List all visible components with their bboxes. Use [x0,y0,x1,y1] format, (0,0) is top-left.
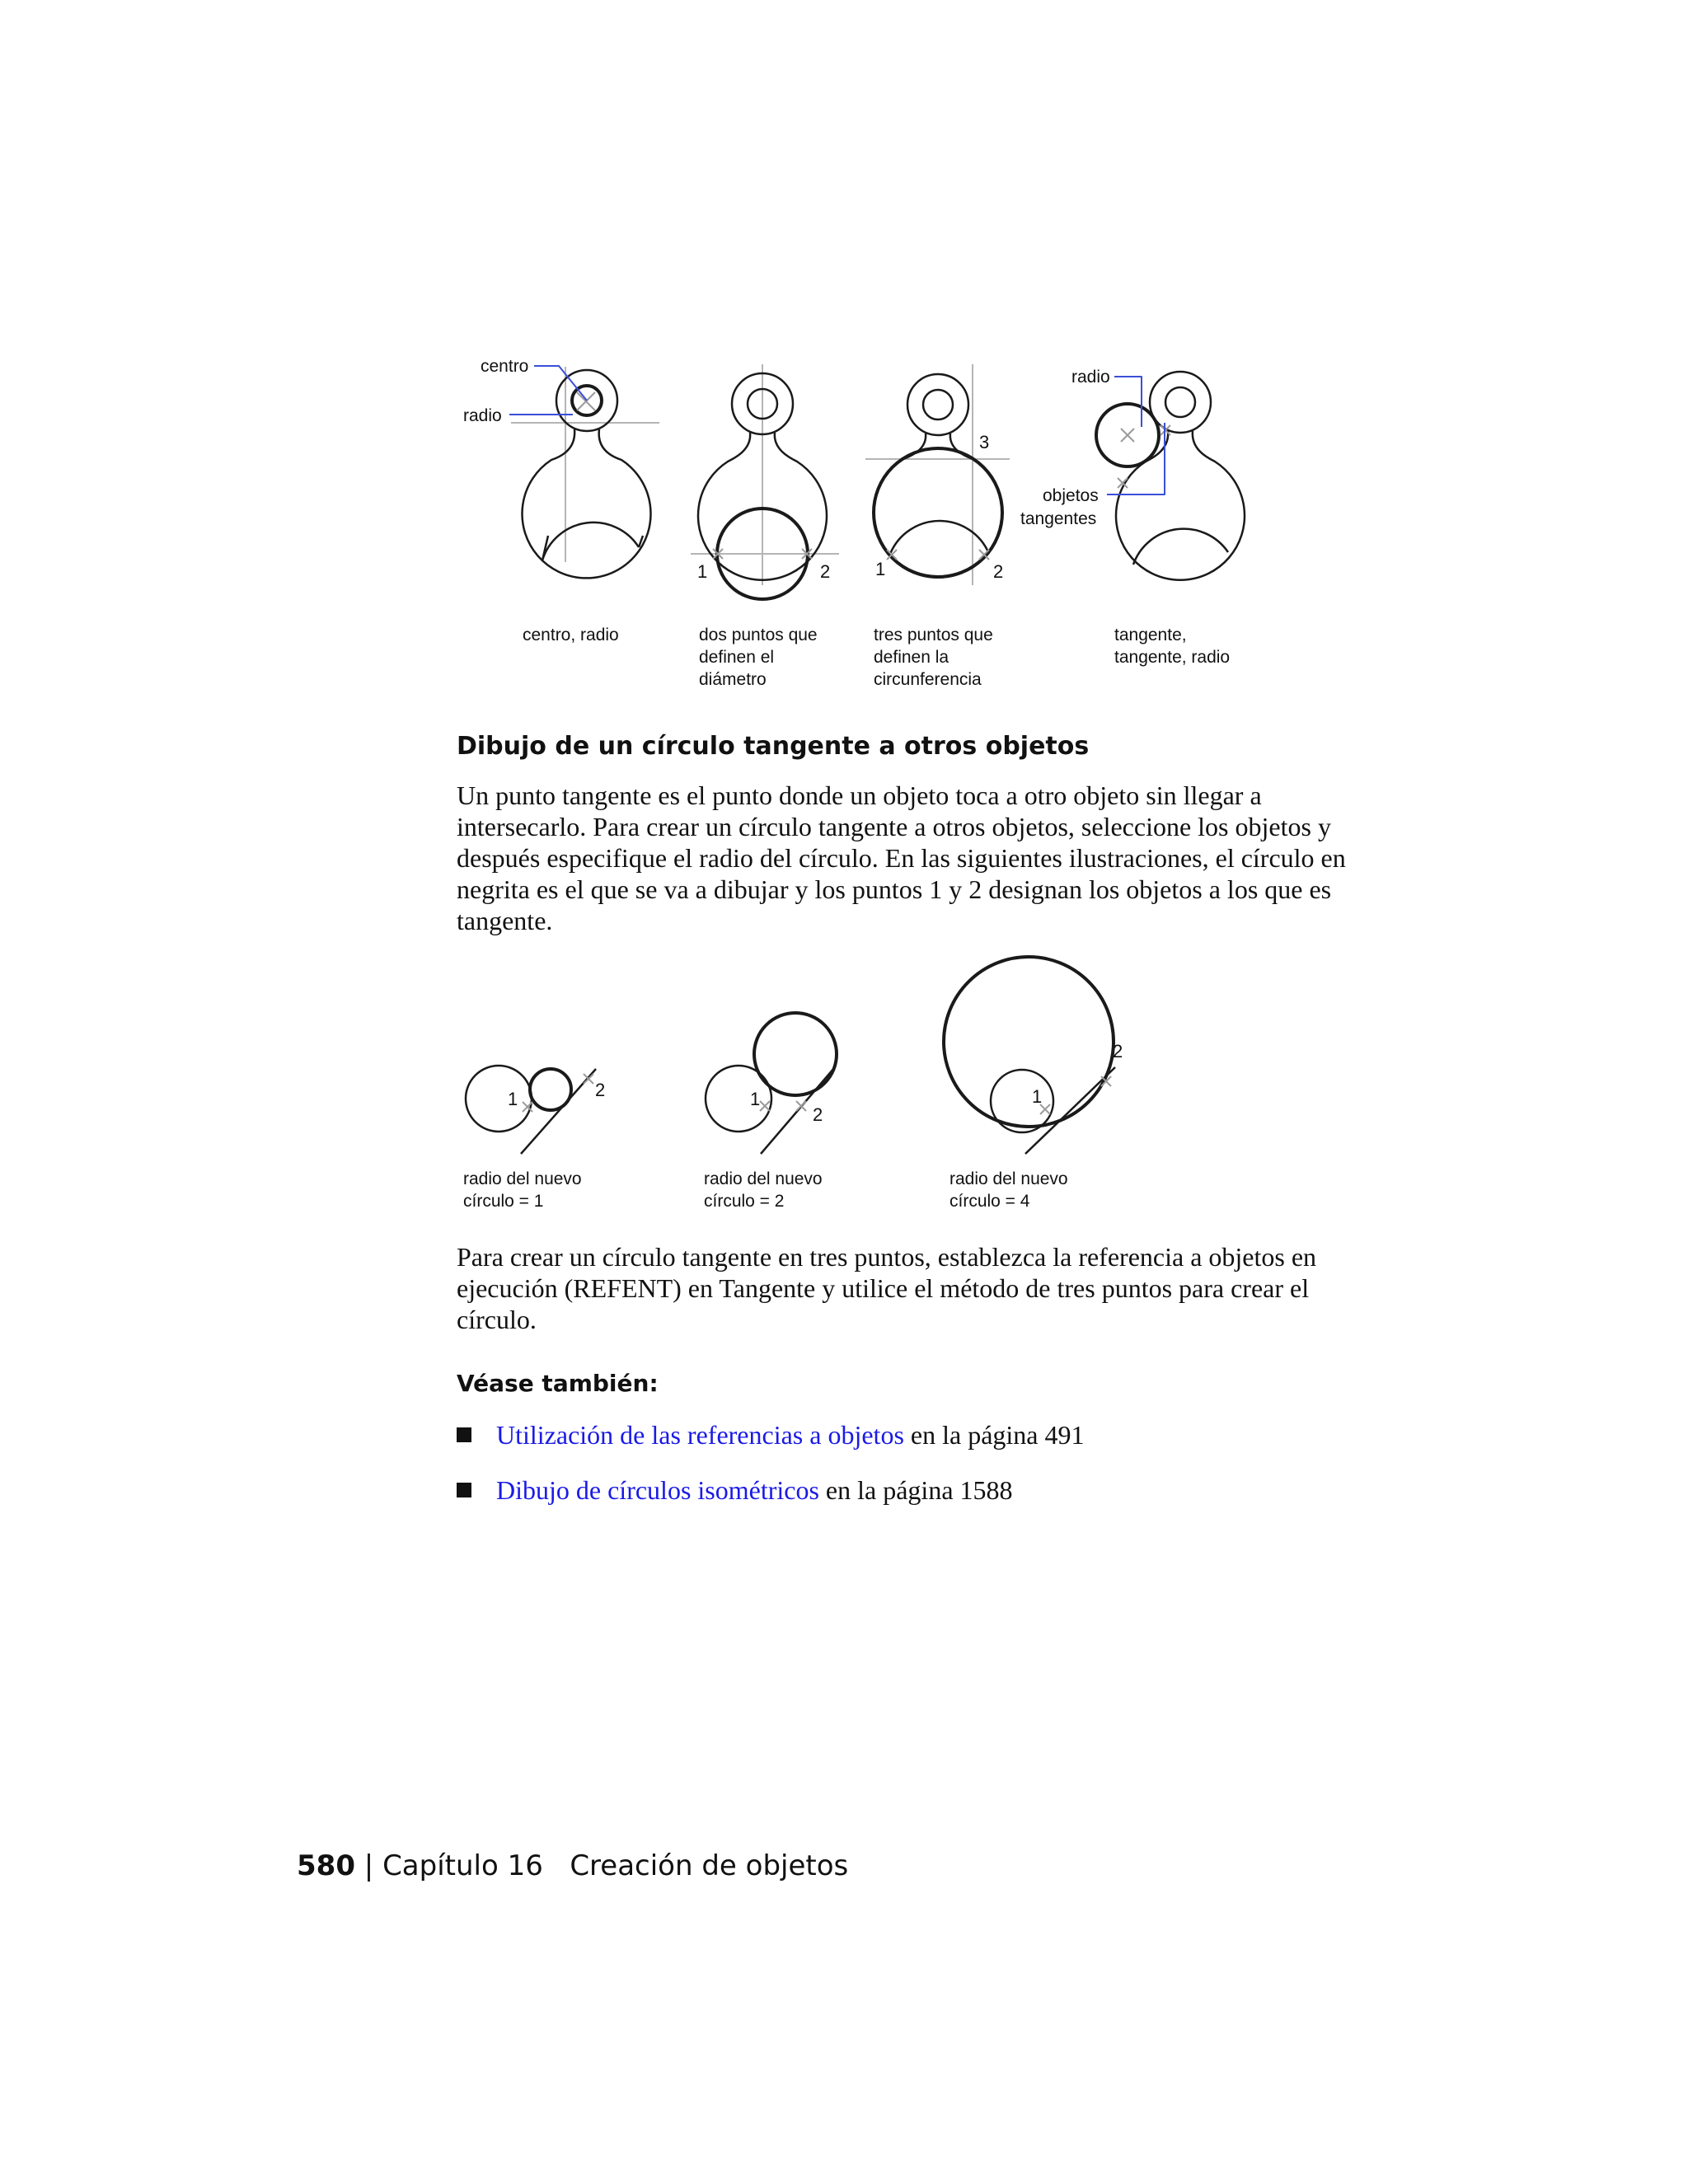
caption-line: centro, radio [523,626,619,644]
see-also-page-ref: en la página 491 [903,1419,1085,1450]
bullet-icon [457,1427,471,1442]
panel-tres-puntos [865,364,1010,585]
chapter-label: Capítulo 16 [382,1849,543,1882]
point-2: 2 [993,561,1004,582]
see-also-page-ref: en la página 1588 [818,1474,1013,1505]
caption-line: tres puntos que [874,626,993,644]
caption-line: dos puntos que [699,626,818,644]
label-radio: radio [463,406,502,425]
caption-line: círculo = 1 [463,1192,544,1211]
tangent-circles-figure [0,956,1688,1220]
captions-figure1 [523,626,1230,689]
captions-figure2 [463,1169,1068,1211]
point-2: 2 [813,1104,823,1125]
page-number: 580 [297,1849,355,1882]
see-also-item [457,1474,1084,1506]
tangent-example-2 [706,1013,837,1154]
point-2: 2 [595,1080,606,1100]
panel-tangente-tangente-radio [1096,372,1245,580]
caption-line: círculo = 2 [704,1192,785,1211]
label-centro: centro [481,357,529,376]
circle-methods-figure [0,346,1688,692]
label-tangentes: tangentes [1020,509,1097,528]
label-radio-panel4: radio [1071,368,1110,387]
point-1: 1 [1032,1086,1043,1107]
see-also-link[interactable]: Dibujo de círculos isométricos [496,1474,819,1505]
caption-line: radio del nuevo [950,1169,1068,1188]
bullet-icon [457,1483,471,1497]
point-1: 1 [875,559,886,579]
see-also-item [457,1419,1084,1451]
point-1: 1 [750,1089,761,1109]
point-3: 3 [979,432,990,452]
label-objetos: objetos [1043,486,1099,505]
caption-line: círculo = 4 [950,1192,1030,1211]
caption-line: tangente, radio [1114,648,1231,667]
footer-separator: | [354,1849,383,1882]
point-1: 1 [697,561,708,582]
paragraph: Un punto tangente es el punto donde un objeto toca a otro objeto sin llegar a intersecarlo. Para crear un círculo tangente a otros objetos, seleccione los objetos y después especifique el radio del círculo. En las siguientes ilustraciones, el círculo en negrita es el que se va a dibujar y los puntos 1 y 2 designan los objetos a los que es tangente. [457,780,1346,935]
caption-line: radio del nuevo [463,1169,582,1188]
page-footer [297,1849,848,1882]
caption-line: tangente, [1114,626,1187,644]
tangent-example-1 [466,1066,596,1154]
caption-line: circunferencia [874,670,982,689]
see-also-list [457,1419,1084,1530]
caption-line: diámetro [699,670,767,689]
panel-dos-puntos [691,364,839,599]
section-title: Dibujo de un círculo tangente a otros objetos [457,732,1090,761]
point-2: 2 [1113,1041,1123,1062]
caption-line: definen la [874,648,950,667]
caption-line: definen el [699,648,775,667]
paragraph: Para crear un círculo tangente en tres puntos, establezca la referencia a objetos en ejecución (REFENT) en Tangente y utilice el método de tres puntos para crear el círculo. [457,1242,1317,1334]
see-also-link[interactable]: Utilización de las referencias a objetos [496,1419,904,1450]
tangent-example-3 [944,957,1115,1154]
point-2: 2 [820,561,831,582]
caption-line: radio del nuevo [704,1169,823,1188]
point-1: 1 [508,1089,518,1109]
see-also-title: Véase también: [457,1370,659,1397]
chapter-title: Creación de objetos [570,1849,849,1882]
